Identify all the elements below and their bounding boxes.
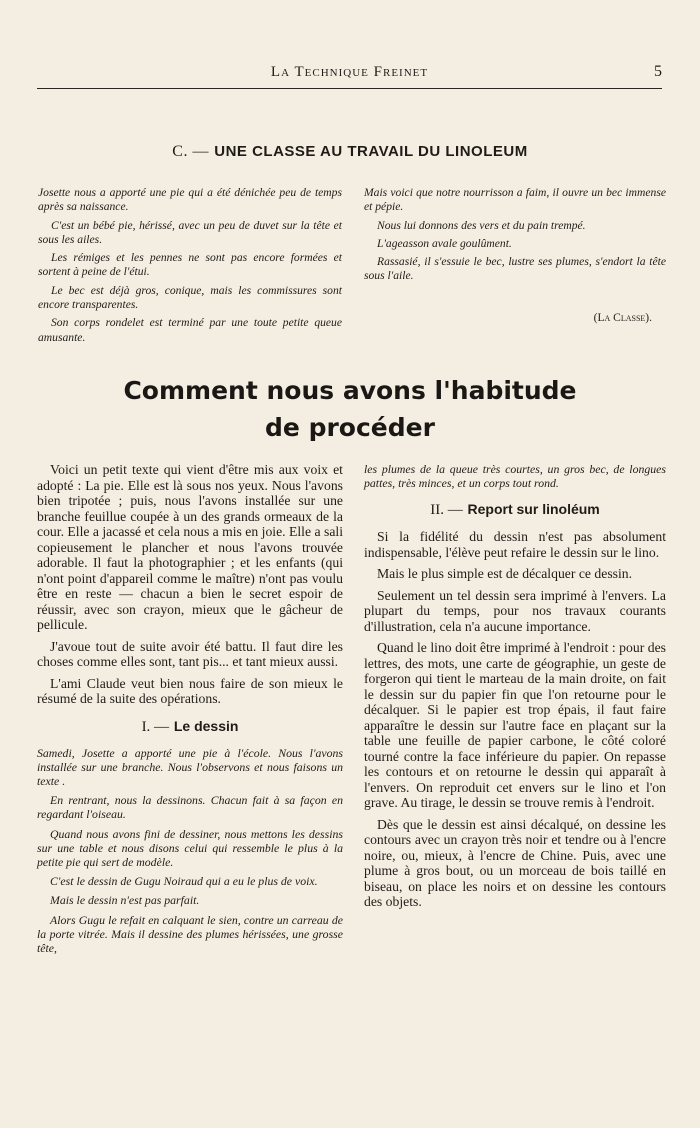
paragraph: Rassasié, il s'essuie le bec, lustre ses plumes, s'endort la tête sous l'aile. [364,255,666,283]
paragraph: Les rémiges et les pennes ne sont pas encore formées et sortent à peine de l'étui. [38,251,342,279]
intro-text [37,462,343,707]
paragraph: Mais le dessin n'est pas parfait. [50,893,200,908]
part-1-title: Le dessin [173,717,239,734]
paragraph: L'ageasson avale goulûment. [377,236,512,250]
paragraph: Le bec est déjà gros, conique, mais les commissures sont encore transparentes. [38,283,342,312]
section-c-title: UNE CLASSE AU TRAVAIL DU LINOLEUM [214,143,528,160]
part-2-heading [364,500,666,519]
section-c-heading [0,142,700,161]
paragraph: les plumes de la queue très courtes, un gros bec, de longues pattes, très minces, et un corps tout rond. [364,462,666,491]
paragraph: Alors Gugu le refait en calquant le sien, contre un carreau de la porte vitrée. Mais il dessine des plumes hérissées, une grosse tête, [37,912,343,955]
paragraph: Mais le plus simple est de décalquer ce dessin. [377,566,633,582]
section-c-signature: (La Classe). [593,312,652,324]
article-title-line-1: Comment nous avons l'habitude [123,376,577,405]
paragraph: J'avoue tout de suite avoir été battu. Il faut dire les choses comme elles sont, tant pis... et tant mieux aussi. [37,638,343,669]
part-1-number: I. — [141,718,170,735]
paragraph: L'ami Claude veut bien nous faire de son mieux le résumé de la suite des opérations. [37,675,343,706]
journal-title: La Technique Freinet [270,64,429,80]
part-1-text [37,746,343,956]
article-title [0,372,700,446]
page-number: 5 [654,63,662,80]
paragraph: C'est le dessin de Gugu Noiraud qui a eu le plus de voix. [50,874,318,889]
article-left-column [37,462,343,960]
paragraph: Dès que le dessin est ainsi décalqué, on dessine les contours avec un crayon très noir et tendre ou à l'encre noire, ou, mieux, à l'encre de Chine. Puis, avec une plume à gros bout, ou un morceau de bois taillé en biseau, on place les noirs et on dessine les contours des objets. [364,816,666,910]
paragraph: Si la fidélité du dessin n'est pas absolument indispensable, l'élève peut refaire le dessin sur le lino. [364,529,666,560]
part-2-number: II. — [430,502,463,519]
part-1-continuation [364,462,666,490]
paragraph: Samedi, Josette a apporté une pie à l'école. Nous l'avons installée sur une branche. Nous l'observons et nous faisons un texte . [37,745,343,788]
paragraph: Quand nous avons fini de dessiner, nous mettons les dessins sur une table et nous disons celui qui ressemble le plus à la petite pie qui sert de modèle. [37,826,343,869]
paragraph: Josette nous a apporté une pie qui a été dénichée peu de temps après sa naissance. [38,186,342,214]
part-2-title: Report sur linoléum [467,501,600,518]
part-2-text [364,529,666,910]
article-title-line-2: de procéder [265,413,435,442]
paragraph: C'est un bébé pie, hérissé, avec un peu de duvet sur la tête et sous les ailes. [38,218,342,246]
part-1-heading [37,717,343,736]
paragraph: Seulement un tel dessin sera imprimé à l'envers. La plupart du temps, pour nos travaux courants d'illustration, cela n'a aucune importance. [364,587,666,634]
paragraph: Mais voici que notre nourrisson a faim, il ouvre un bec immense et pépie. [364,186,666,214]
article-right-column [364,462,666,916]
paragraph: Son corps rondelet est terminé par une toute petite queue amusante. [38,316,342,344]
section-c-right-column [364,186,666,288]
paragraph: Nous lui donnons des vers et du pain trempé. [377,218,586,232]
paragraph: Voici un petit texte qui vient d'être mis aux voix et adopté : La pie. Elle est là sous nos yeux. Nous l'avons bien tripotée ; puis, nous l'avons installée sur une branche feuillue coupée à un des grands ormeaux de la cour. Elle a jacassé et cela nous a mis en joie. Elle a sali copieusement le plancher et nous l'avons trouvée adorable. Il faut la photographier ; et les enfants (qui n'ont point d'appareil comme le maître) n'ont pas voulu être en reste — chacun a bien le secret espoir de réussir, avec son crayon, mieux que le gâcheur de pellicule. [37,462,343,632]
running-header [37,64,662,89]
section-c-letter: C. — [172,143,209,160]
paragraph: Quand le lino doit être imprimé à l'endroit : pour des lettres, des mots, une carte de géographie, un geste de forgeron qui tient le marteau de la main droite, on fait le dessin sur du papier fin que l'on retourne pour le décalquer. Si le papier est trop épais, il faut faire apparaître le dessin sur l'autre face en plaçant sur la table une feuille de papier carbone, le côté coloré tourné contre la face inférieure du papier. On repasse les contours et on retourne le dessin qui apparaît à l'envers. On reproduit cet envers sur le lino et l'on grave. Au tirage, le dessin se trouve remis à l'endroit. [364,640,666,811]
paragraph: En rentrant, nous la dessinons. Chacun fait à sa façon en regardant l'oiseau. [37,793,343,822]
section-c-left-column [38,186,342,349]
